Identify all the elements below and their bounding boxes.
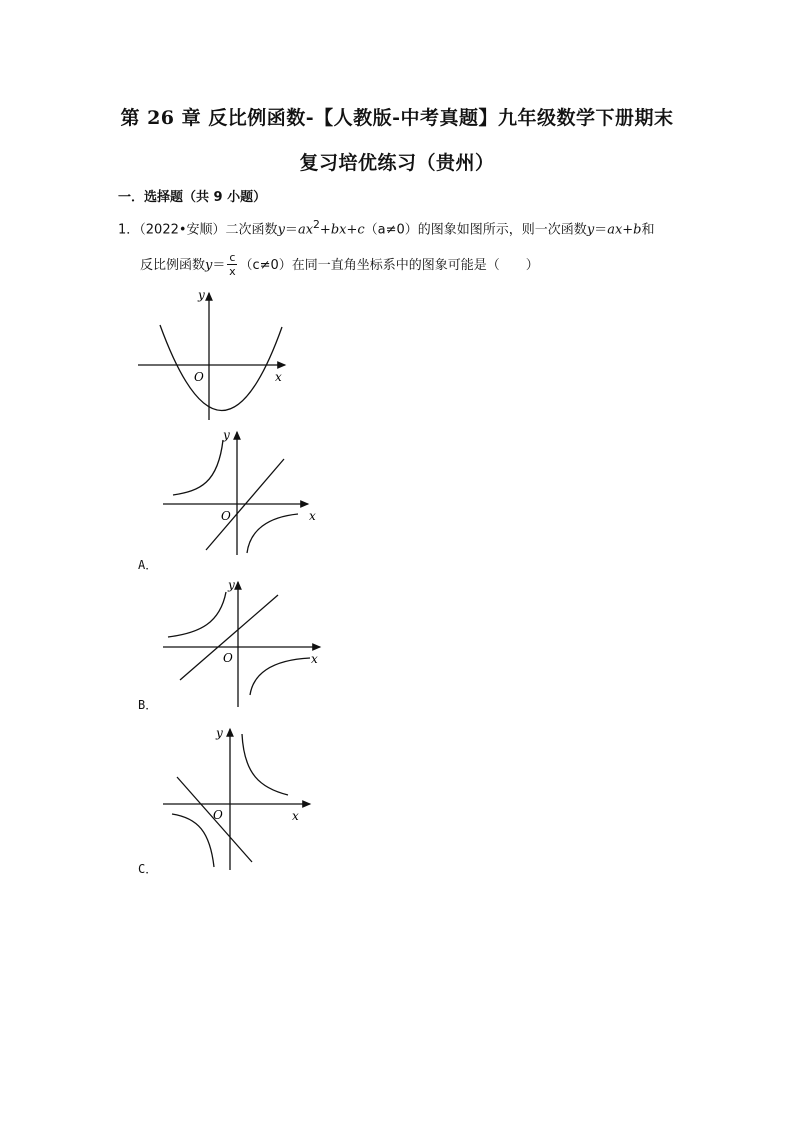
cond-c: （c≠0） <box>239 258 292 273</box>
hyperbola-branch-upper <box>173 440 223 495</box>
question-text-c: 和 <box>641 222 655 238</box>
question-number: 1． <box>118 222 140 238</box>
fraction-denominator: x <box>229 265 236 278</box>
linear-y: y <box>586 222 595 238</box>
page-title-line-1: 第 26 章 反比例函数-【人教版-中考真题】九年级数学下册期末 <box>120 107 674 129</box>
page-title-line-2: 复习培优练习（贵州） <box>299 152 495 174</box>
origin-label: O <box>223 651 233 665</box>
fraction-numerator: c <box>229 251 236 264</box>
fraction <box>227 251 237 278</box>
option-b-label[interactable]: B． <box>138 698 158 712</box>
expr-rest: +bx+c <box>319 222 365 238</box>
question-text-b: 的图象如图所示，则一次函数 <box>417 222 587 238</box>
parabola-figure <box>130 285 300 425</box>
origin-label: O <box>221 509 231 523</box>
x-axis-label: x <box>275 370 282 384</box>
y-axis-label: y <box>228 578 235 592</box>
hyperbola-branch-lower <box>247 514 298 553</box>
question-text-d: 反比例函数 <box>140 258 206 273</box>
inv-y: y <box>205 258 213 273</box>
expr-y: y <box>277 222 285 238</box>
origin-label: O <box>213 808 223 822</box>
origin-label: O <box>194 370 204 384</box>
hyperbola-branch-lower <box>250 658 310 695</box>
expr-eq: ＝ <box>284 222 298 238</box>
y-axis-label: y <box>198 288 205 302</box>
option-c-label[interactable]: C． <box>138 862 158 876</box>
hyperbola-branch-upper <box>242 734 288 795</box>
expr-sup: 2 <box>313 218 320 231</box>
parabola-curve <box>160 325 282 411</box>
option-b-figure <box>160 575 330 710</box>
hyperbola-branch-lower <box>172 814 214 867</box>
question-text-e: 在同一直角坐标系中的图象可能是（ ） <box>291 258 539 273</box>
expr-ax: ax <box>297 222 314 238</box>
y-axis-label: y <box>223 428 230 442</box>
hyperbola-branch-upper <box>168 592 226 637</box>
x-axis-label: x <box>292 809 299 823</box>
section-heading: 一．选择题（共 9 小题） <box>118 190 267 205</box>
cond-a: （a≠0） <box>364 222 418 238</box>
x-axis-label: x <box>309 509 316 523</box>
linear-eq: ＝ <box>594 222 608 238</box>
linear-line <box>180 595 278 680</box>
y-axis-label: y <box>216 726 223 740</box>
question-line-2 <box>140 252 539 279</box>
option-c-figure <box>160 722 330 872</box>
question-source: （2022•安顺） <box>139 222 226 238</box>
inv-eq: ＝ <box>212 258 226 273</box>
x-axis-label: x <box>311 652 318 666</box>
question-text-a: 二次函数 <box>225 222 278 238</box>
question-line-1 <box>118 218 655 237</box>
option-a-figure <box>160 425 330 560</box>
option-a-label[interactable]: A． <box>138 558 158 572</box>
linear-expr: ax+b <box>607 222 642 238</box>
